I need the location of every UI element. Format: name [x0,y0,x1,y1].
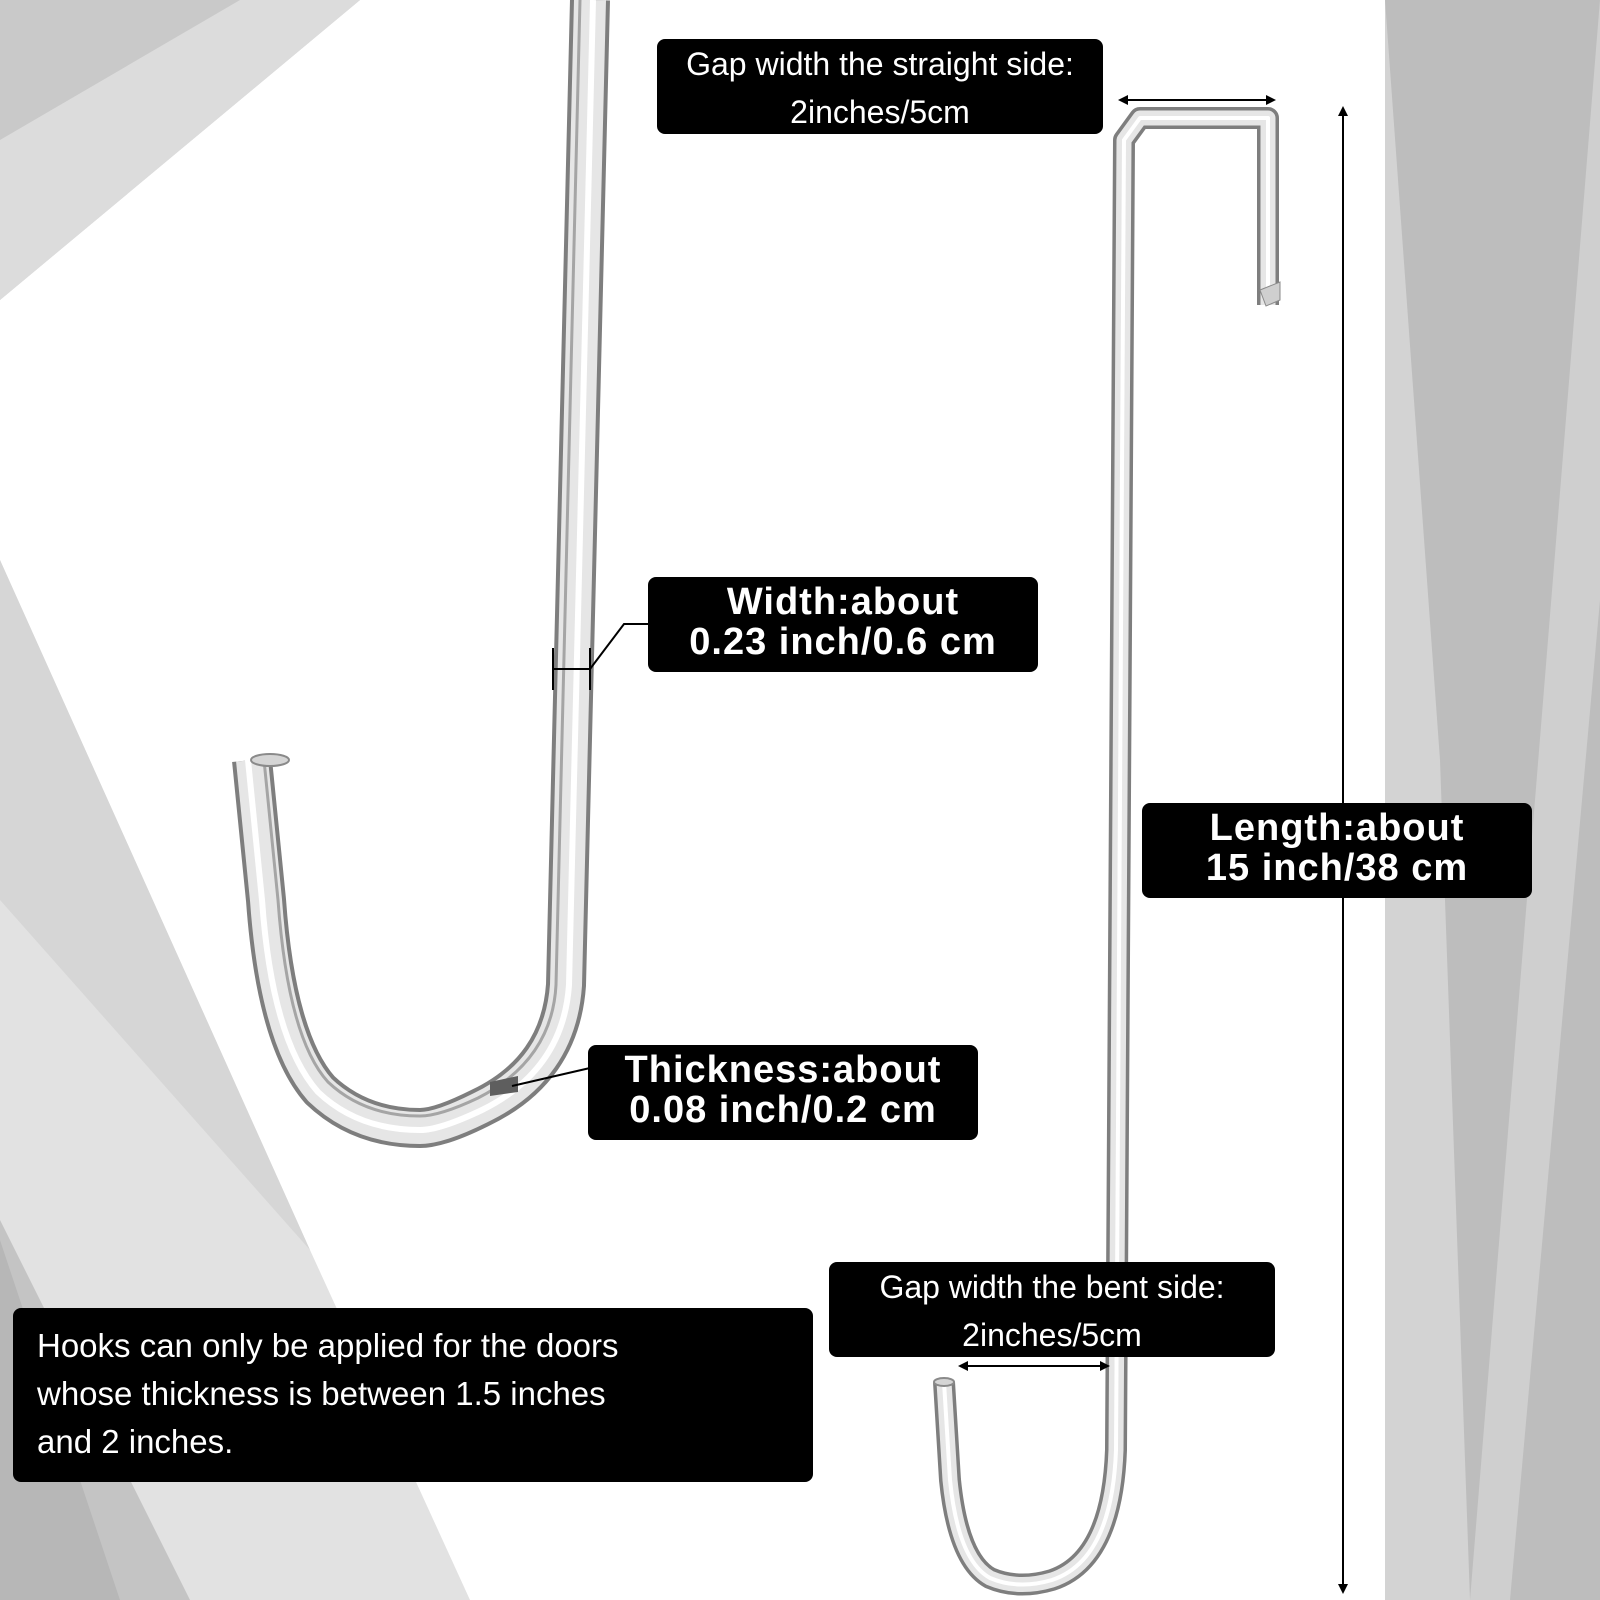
width-title: Width:about [726,581,960,623]
thickness-label [588,1045,978,1140]
length-title: Length:about [1209,807,1465,849]
gap-bent-value: 2inches/5cm [962,1317,1142,1353]
thickness-title: Thickness:about [624,1049,942,1091]
door-thickness-note [13,1308,813,1482]
note-line-1: Hooks can only be applied for the doors [37,1327,619,1364]
note-line-2: whose thickness is between 1.5 inches [37,1375,606,1412]
gap-straight-label [657,39,1103,134]
width-value: 0.23 inch/0.6 cm [689,621,997,663]
gap-straight-title: Gap width the straight side: [686,46,1074,82]
gap-straight-value: 2inches/5cm [790,94,970,130]
length-value: 15 inch/38 cm [1205,847,1469,889]
note-line-3: and 2 inches. [37,1423,234,1460]
gap-bent-label [829,1262,1275,1357]
width-label [648,577,1038,672]
gap-bent-title: Gap width the bent side: [879,1269,1225,1305]
thickness-value: 0.08 inch/0.2 cm [629,1089,937,1131]
length-label [1142,803,1532,898]
